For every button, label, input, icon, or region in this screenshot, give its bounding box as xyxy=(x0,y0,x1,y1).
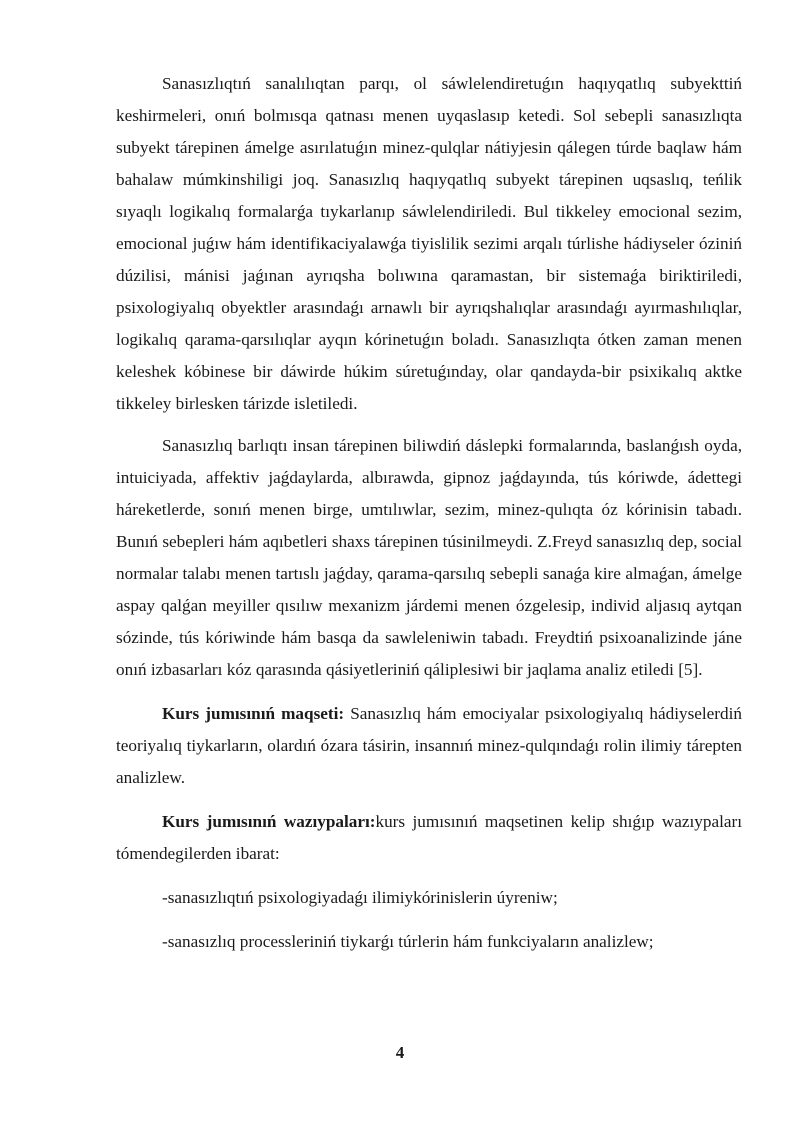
paragraph-course-tasks xyxy=(116,806,742,870)
paragraph-1: Sanasızlıqtıń sanalılıqtan parqı, ol sáwlelendiretuǵın haqıyqatlıq subyekttiń keshirmeleri, onıń bolmısqa qatnası menen uyqaslasıp ketedi. Sol sebepli sanasızlıqta subyekt tárepinen ámelge asırılatuǵın minez-qulqlar nátiyjesin qálegen túrde baqlaw hám bahalaw múmkinshiligi joq. Sanasızlıq haqıyqatlıq subyekt tárepinen uqsaslıq, teńlik sıyaqlı logikalıq formalarǵa tıykarlanıp sáwlelendiriledi. Bul tikkeley emocional sezim, emocional juǵıw hám identifikaciyalawǵa tiyislilik sezimi arqalı túrlishe hádiyseler óziniń dúzilisi, mánisi jaǵınan ayrıqsha bolıwına qaramastan, bir sistemaǵa biriktiriledi, psixologiyalıq obyektler arasındaǵı arnawlı bir ayrıqshalıqlar arasındaǵı ayırmashılıqlar, logikalıq qarama-qarsılıqlar ayqın kórinetuǵın boladı. Sanasızlıqta ótken zaman menen keleshek kóbinese bir dáwirde húkim súretuǵınday, olar qandayda-bir psixikalıq aktke tikkeley birlesken tárizde isletiledi. xyxy=(116,74,742,413)
course-tasks-text: kurs jumısınıń maqsetinen kelip shıǵıp wazıypaları tómendegilerden ibarat: xyxy=(116,812,742,863)
paragraph-course-goal xyxy=(116,698,742,794)
list-item: -sanasızlıqtıń psixologiyadaǵı ilimiykórinislerin úyreniw; xyxy=(162,888,558,907)
course-tasks-heading: Kurs jumısınıń wazıypaları: xyxy=(162,812,376,831)
document-page xyxy=(116,68,742,970)
course-goal-heading: Kurs jumısınıń maqseti: xyxy=(162,704,345,723)
course-goal-text: Sanasızlıq hám emociyalar psixologiyalıq hádiyselerdiń teoriyalıq tiykarların, olardıń ózara tásirin, insannıń minez-qulqındaǵı rolin ilimiy tárepten analizlew. xyxy=(116,704,742,787)
page-number: 4 xyxy=(395,1043,405,1062)
list-item: -sanasızlıq processleriniń tiykarǵı túrlerin hám funkciyaların analizlew; xyxy=(162,932,654,951)
paragraph-2: Sanasızlıq barlıqtı insan tárepinen biliwdiń dáslepki formalarında, baslanǵısh oyda, intuiciyada, affektiv jaǵdaylarda, albırawda, gipnoz jaǵdayında, tús kóriwde, ádettegi háreketlerde, sonıń menen birge, umtılıwlar, sezim, minez-qulıqta óz kórinisin tabadı. Bunıń sebepleri hám aqıbetleri shaxs tárepinen túsinilmeydi. Z.Freyd sanasızlıq dep, social normalar talabı menen tartıslı jaǵday, qarama-qarsılıq sebepli sanaǵa kire almaǵan, ámelge aspay qalǵan meyiller qısılıw mexanizm járdemi menen ózgelesip, individ aljasıq aytqan sózinde, tús kóriwinde hám basqa da sawleleniwin tabadı. Freydtiń psixoanalizinde jáne onıń izbasarları kóz qarasında qásiyetleriniń qáliplesiwi bir jaqlama analiz etiledi [5]. xyxy=(116,436,742,679)
